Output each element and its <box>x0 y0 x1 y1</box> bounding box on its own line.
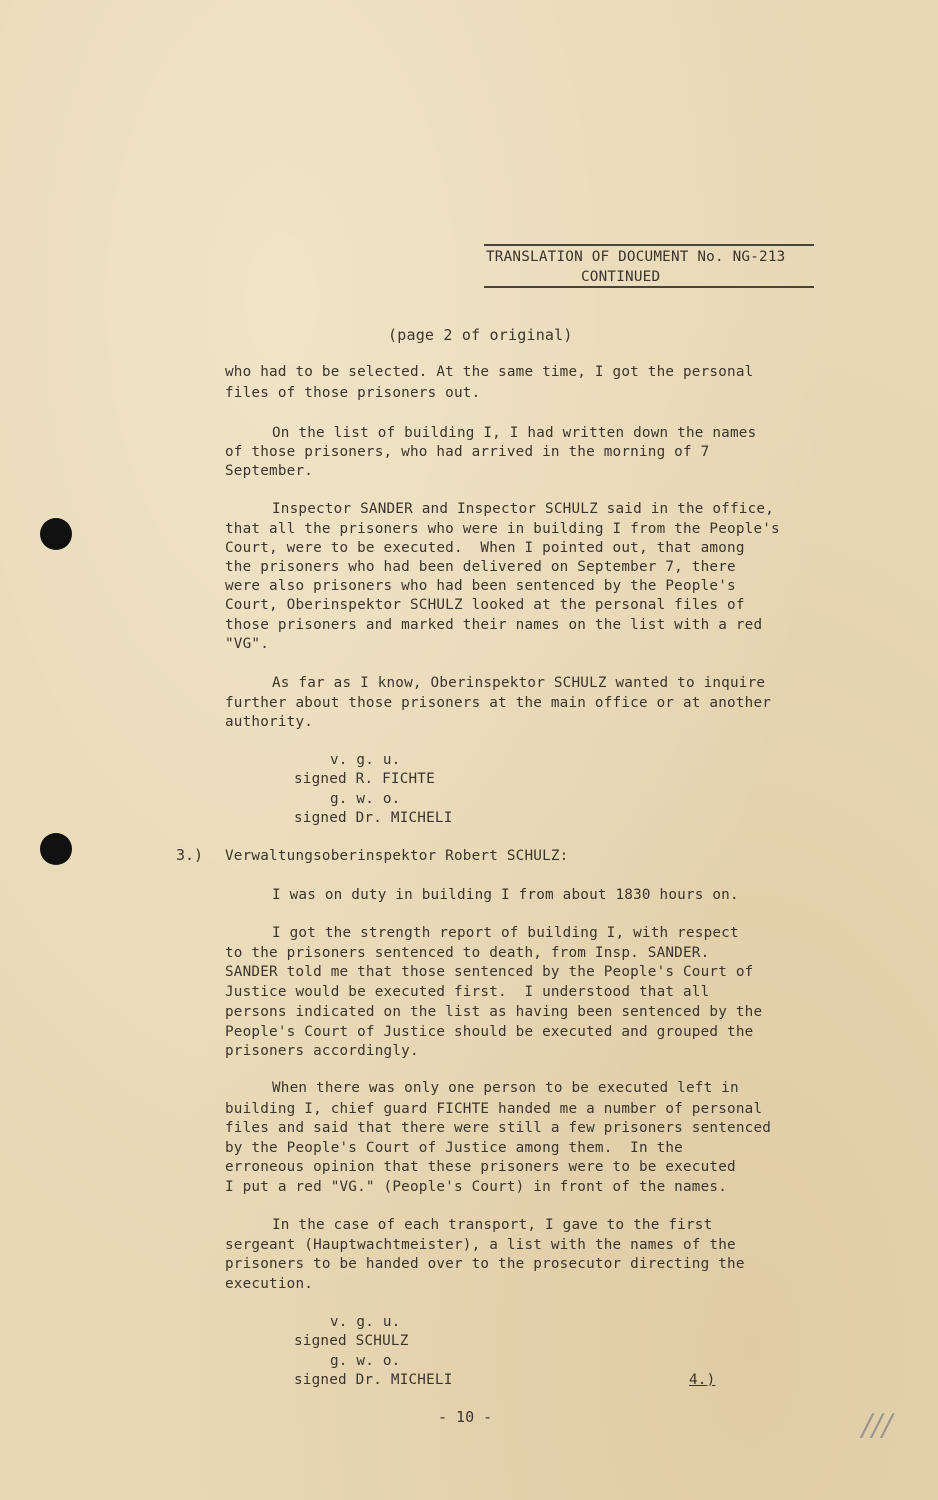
sig1-signed-micheli: signed Dr. MICHELI <box>294 810 453 826</box>
p5-line-1: I was on duty in building I from about 1830 hours on. <box>272 887 739 903</box>
p1-line-1: who had to be selected. At the same time, I got the personal <box>225 364 754 380</box>
p4-line-1: As far as I know, Oberinspektor SCHULZ wanted to inquire <box>272 675 766 691</box>
p2-line-3: September. <box>225 463 314 479</box>
p8-line-3: prisoners to be handed over to the prosecutor directing the <box>225 1256 745 1272</box>
p3-line-3: Court, were to be executed. When I pointed out, that among <box>225 540 745 556</box>
sig1-vgu: v. g. u. <box>330 752 401 768</box>
p4-line-2: further about those prisoners at the main office or at another <box>225 695 772 711</box>
p8-line-1: In the case of each transport, I gave to the first <box>272 1217 713 1233</box>
sig2-signed-schulz: signed SCHULZ <box>294 1333 409 1349</box>
header-title: TRANSLATION OF DOCUMENT No. NG-213 <box>486 249 786 265</box>
p3-line-8: "VG". <box>225 636 270 652</box>
page-number: - 10 - <box>438 1408 493 1426</box>
p8-line-4: execution. <box>225 1276 314 1292</box>
item-3-heading: Verwaltungsoberinspektor Robert SCHULZ: <box>225 848 569 864</box>
p6-line-7: prisoners accordingly. <box>225 1043 419 1059</box>
p8-line-2: sergeant (Hauptwachtmeister), a list with the names of the <box>225 1237 736 1253</box>
sig1-gwo: g. w. o. <box>330 791 401 807</box>
sig1-signed-fichte: signed R. FICHTE <box>294 771 435 787</box>
sig2-vgu: v. g. u. <box>330 1314 401 1330</box>
sig2-gwo: g. w. o. <box>330 1353 401 1369</box>
p7-line-4: by the People's Court of Justice among them. In the <box>225 1140 683 1156</box>
p3-line-2: that all the prisoners who were in building I from the People's <box>225 521 780 537</box>
punch-hole-top <box>40 518 72 550</box>
p2-line-2: of those prisoners, who had arrived in the morning of 7 <box>225 444 710 460</box>
header-continued: CONTINUED <box>581 269 661 285</box>
punch-hole-bottom <box>40 833 72 865</box>
p7-line-5: erroneous opinion that these prisoners were to be executed <box>225 1159 736 1175</box>
p1-line-2: files of those prisoners out. <box>225 385 481 401</box>
p7-line-1: When there was only one person to be executed left in <box>272 1080 739 1096</box>
p7-line-6: I put a red "VG." (People's Court) in front of the names. <box>225 1179 728 1195</box>
header-top-rule <box>484 244 814 246</box>
p3-line-4: the prisoners who had been delivered on September 7, there <box>225 559 736 575</box>
p6-line-2: to the prisoners sentenced to death, from Insp. SANDER. <box>225 945 710 961</box>
sig2-signed-micheli: signed Dr. MICHELI <box>294 1372 453 1388</box>
p3-line-6: Court, Oberinspektor SCHULZ looked at the personal files of <box>225 597 745 613</box>
margin-mark: /// <box>862 1408 893 1443</box>
p3-line-7: those prisoners and marked their names on the list with a red <box>225 617 763 633</box>
p6-line-4: Justice would be executed first. I understood that all <box>225 984 710 1000</box>
p6-line-1: I got the strength report of building I, with respect <box>272 925 739 941</box>
p7-line-3: files and said that there were still a few prisoners sentenced <box>225 1120 772 1136</box>
p2-line-1: On the list of building I, I had written down the names <box>272 425 757 441</box>
p3-line-5: were also prisoners who had been sentenced by the People's <box>225 578 736 594</box>
page-reference: (page 2 of original) <box>388 326 573 344</box>
next-item-marker: 4.) <box>689 1372 716 1388</box>
p7-line-2: building I, chief guard FICHTE handed me a number of personal <box>225 1101 763 1117</box>
header-bottom-rule <box>484 286 814 288</box>
item-3-number: 3.) <box>176 846 204 864</box>
p3-line-1: Inspector SANDER and Inspector SCHULZ said in the office, <box>272 501 775 517</box>
p6-line-6: People's Court of Justice should be executed and grouped the <box>225 1024 754 1040</box>
p6-line-5: persons indicated on the list as having been sentenced by the <box>225 1004 763 1020</box>
p6-line-3: SANDER told me that those sentenced by the People's Court of <box>225 964 754 980</box>
p4-line-3: authority. <box>225 714 314 730</box>
